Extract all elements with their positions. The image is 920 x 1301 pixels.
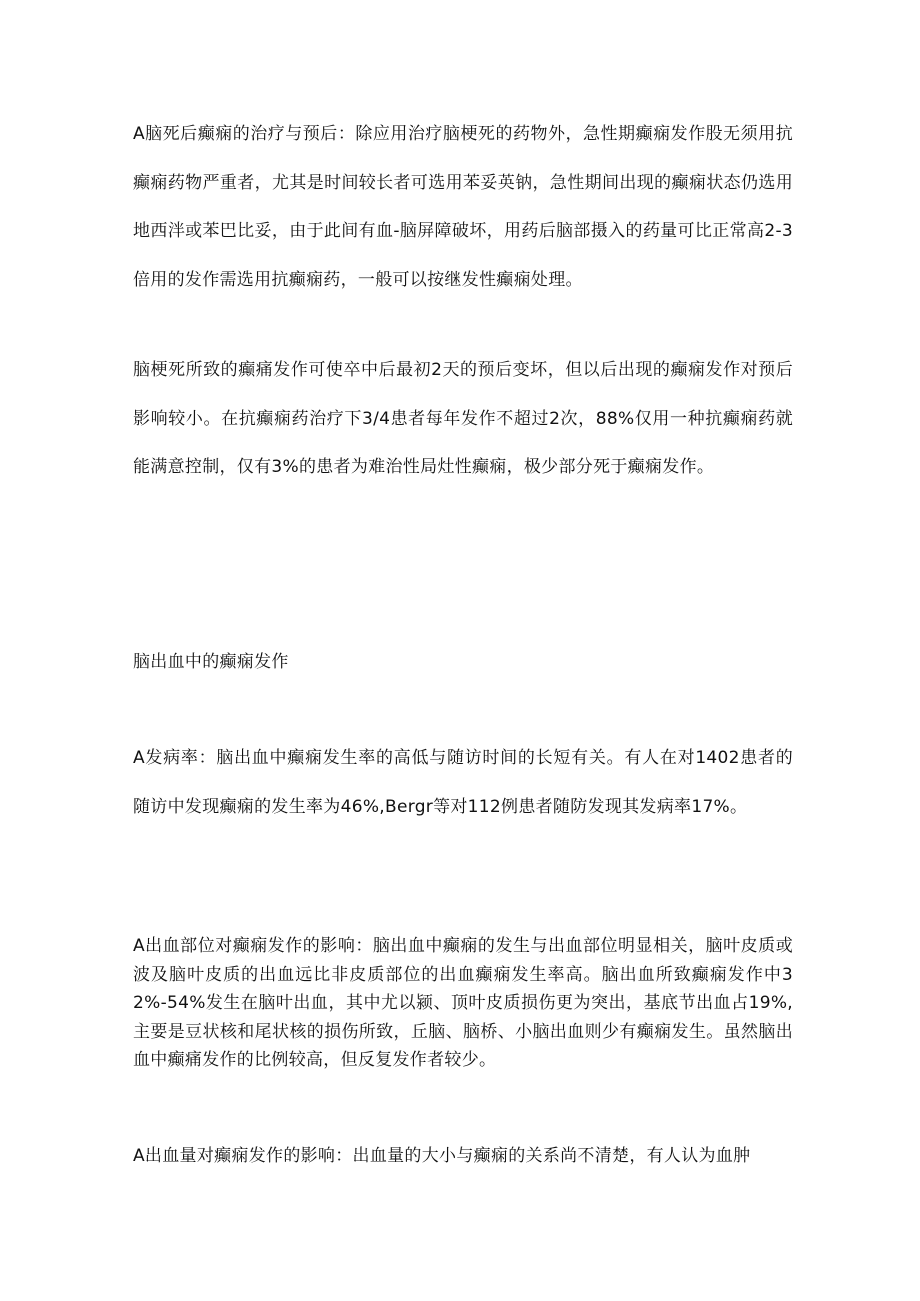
paragraph-hemorrhage-location: A出血部位对癫痫发作的影响：脑出血中癫痫的发生与出血部位明显相关，脑叶皮质或波及脑叶皮质的出血远比非皮质部位的出血癫痫发生率高。脑出血所致癫痫发作中32%-54%发生在脑叶出血，其中尤以颍、顶叶皮质损伤更为突出，基底节出血占19%,主要是豆状核和尾状核的损伤所致，丘脑、脑桥、小脑出血则少有癫痫发生。虽然脑出血中癫痛发作的比例较高，但反复发作者较少。 xyxy=(133,936,793,1070)
paragraph-incidence: A发病率：脑出血中癫痫发生率的高低与随访时间的长短有关。有人在对1402患者的随访中发现癫痫的发生率为46%,Bergr等对112例患者随防发现其发病率17%。 xyxy=(133,748,793,817)
paragraph-stroke-treatment-prognosis: A脑死后癫痫的治疗与预后：除应用治疗脑梗死的药物外，急性期癫痫发作股无须用抗癫痫药物严重者，尤其是时间较长者可选用苯妥英钠，急性期间出现的癫痫状态仍选用地西泮或苯巴比妥，由于此间有血-脑屏障破坏，用药后脑部摄入的药量可比正常高2-3倍用的发作需选用抗癫痫药，一般可以按继发性癫痫处理。 xyxy=(133,124,793,290)
section-heading: 脑出血中的癫痫发作 xyxy=(133,652,289,672)
paragraph-hemorrhage-volume: A出血量对癫痫发作的影响：出血量的大小与癫痫的关系尚不清楚，有人认为血肿 xyxy=(133,1146,751,1166)
paragraph-infarction-seizure-prognosis: 脑梗死所致的癫痛发作可使卒中后最初2天的预后变坏，但以后出现的癫痫发作对预后影响较小。在抗癫痫药治疗下3/4患者每年发作不超过2次，88%仅用一种抗癫痫药就能满意控制，仅有3%的患者为难治性局灶性癫痫，极少部分死于癫痫发作。 xyxy=(133,360,793,477)
